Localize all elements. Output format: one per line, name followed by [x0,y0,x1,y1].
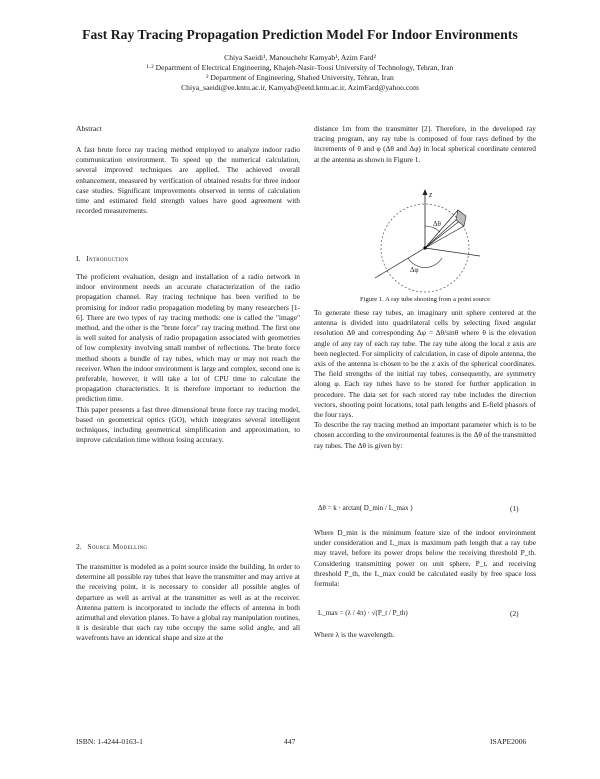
equation-2: L_max = (λ / 4π) · √(P_t / P_th) [318,609,408,617]
right-body-2 [314,528,536,589]
section-1-paragraph-2: This paper presents a fast three dimensional brute force ray tracing model, based on geometrical optics (GO), which integrates several intelligent techniques, including geometrical simplification and approximation, to improve calculation time without losing accuracy. [76,404,300,445]
label-z: z [429,190,433,199]
section-2-heading [76,542,300,551]
abstract-heading: Abstract [76,124,102,133]
section-1-number: I. [76,254,81,263]
paper-title: Fast Ray Tracing Propagation Prediction Model For Indoor Environments [82,27,518,42]
author-emails: Chiya_saeidi@ee.kntu.ac.ir, Kamyab@eetd.kntu.ac.ir, AzimFard@yahoo.com [181,83,419,92]
right-paragraph-3: Where D_min is the minimum feature size of the indoor environment under consideration and L_max is maximum path length that a ray tube may travel, before its power drops below the receiving threshold P_th. Considering transmitting power on unit sphere, P_t, and receiving threshold P_th, the L_max could be calculated easily by free space loss formula: [314,528,536,589]
z-arrow-icon [423,189,428,195]
right-intro-text [314,124,536,165]
section-1-paragraph-1: The proficient evaluation, design and installation of a radio network in indoor environment needs an accurate characterization of the radio propagation channel. Ray tracing technique has been verified to be promising for indoor radio propagation modeling by many researchers [1-6]. There are two types of ray tracing methods: one is called the "image" method, and the other is the "brute force" ray tracing method. The first one is well suited for analysis of radio propagation associated with geometries of low complexity involving small number of reflections. The brute force method shoots a bundle of ray tubes, which may or may not reach the receiver. When the indoor environment is large and complex, second one is preferable, however, it will take a lot of CPU time to calculate the propagation characteristics. It is therefore important to reduction the prediction time. [76,272,300,404]
footer-isbn: ISBN: 1-4244-0163-1 [76,737,143,746]
ray-1 [425,210,458,248]
section-1-title: Introduction [86,254,129,263]
footer-conference: ISAPE2006 [490,737,527,746]
right-body-3 [314,630,536,640]
section-2-title: Source Modelling [87,542,148,551]
equation-1-number: (1) [510,504,519,513]
section-2-body [76,562,300,644]
right-paragraph-0: distance 1m from the transmitter [2]. Therefore, in the developed ray tracing program, any ray tube is composed of four rays defined by the increments of θ and φ (Δθ and Δφ) in local spherical coordinate centered at the antenna as shown in Figure 1. [314,124,536,164]
point-source [423,246,426,249]
abstract-paragraph: A fast brute force ray tracing method employed to analyze indoor radio communication environment. To speed up the numerical calculation, several improved techniques are applied. The achieved overall enhancement, measured by verification of obtained results for three indoor case studies. Significant improvements observed in terms of calculation time and estimated field strength values have good agreement with recorded measurements. [76,145,300,216]
figure-1 [330,186,520,296]
footer-page-number: 447 [284,737,296,746]
right-paragraph-2: To describe the ray tracing method an important parameter which is to be chosen according to the environmental features is the Δθ of the transmitted ray tubes. The Δθ is given by: [314,420,536,450]
right-paragraph-1: To generate these ray tubes, an imaginary unit sphere centered at the antenna is divided into quadrilateral cells by selecting fixed angular resolution Δθ and corresponding Δφ = Δθ/sinθ where θ is the elevation angle of any ray of each ray tube. The ray tube along the local z axis are been neglected. For simplicity of calculation, in case of dipole antenna, the axis of the antenna is chosen to be the z axis of the spherical coordinates. The field strengths of the initial ray tubes, consequently, are symmetry along φ. Each ray tubes have to be stored for further application in procedure. The data set for each stored ray tube includes the direction vectors, shooting point locations, total path lengths and E-field phasors of the four rays. [314,308,536,420]
abstract-text [76,145,300,216]
figure-caption: Figure 1. A ray tube shooting from a point source [359,296,491,303]
label-delta-theta: Δθ [433,220,441,228]
right-body-1 [314,308,536,451]
authors: Chiya Saeidi¹, Manouchehr Kamyab¹, Azim Fard² [224,53,376,62]
right-paragraph-4: Where λ is the wavelength. [314,630,395,639]
section-1-heading [76,254,300,263]
label-delta-phi: Δφ [410,266,419,274]
affiliation-2: ² Department of Engineering, Shahed University, Tehran, Iran [206,73,394,82]
ray-tube-patch [456,210,466,226]
equation-1: Δθ = k · arctan( D_min / L_max ) [318,504,413,512]
affiliation-1: ¹·² Department of Electrical Engineering, Khajeh-Nasir-Toosi University of Technology, Tehran, Iran [146,63,454,72]
y-axis [425,248,480,256]
section-2-paragraph-1: The transmitter is modeled as a point source inside the building. In order to determine all possible ray tubes that leave the transmitter and may arrive at the receiving point, it is necessary to consider all possible angles of departure as well as arrival at the transmitter as well as at the receiver. Antenna pattern is incorporated to include the effects of antenna in both azimuthal and elevation planes. To have a global ray manipulation routines, it is desirable that each ray tube occupy the same solid angle, and all wavefronts have an identical shape and size at the [76,562,300,643]
section-1-body [76,272,300,445]
section-2-number: 2. [76,542,82,551]
equation-2-number: (2) [510,609,519,618]
ray-4 [425,226,464,248]
